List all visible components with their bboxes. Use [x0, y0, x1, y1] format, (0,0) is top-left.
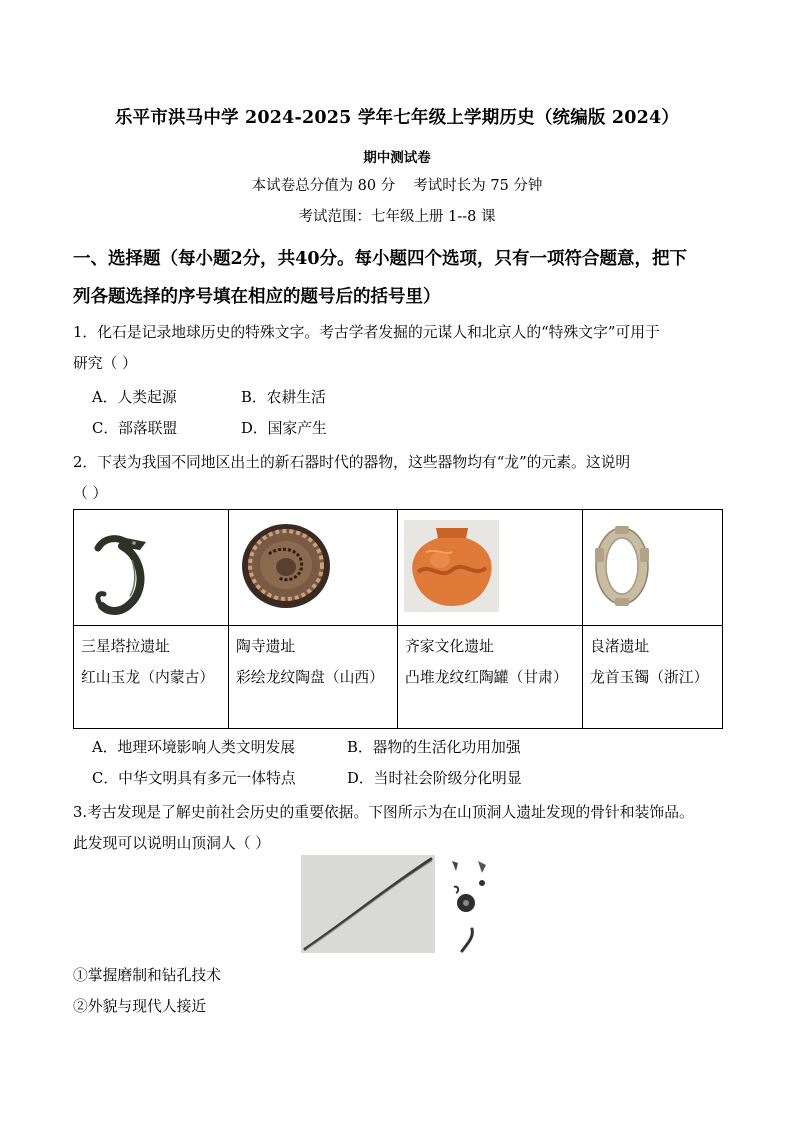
question-1-line1: 1．化石是记录地球历史的特殊文字。考古学者发掘的元谋人和北京人的“特殊文字”可用于 [73, 324, 660, 341]
ornaments-icon [448, 857, 490, 955]
red-pottery-jar-icon [406, 522, 498, 610]
relic-site: 陶寺遗址 [236, 638, 296, 655]
question-2-line1: 2．下表为我国不同地区出土的新石器时代的器物，这些器物均有“龙”的元素。这说明 [73, 454, 631, 471]
relic-site: 良渚遗址 [590, 638, 650, 655]
relic-item: 凸堆龙纹红陶罐（甘肃） [405, 669, 568, 686]
q3-statement-2: ②外貌与现代人接近 [73, 998, 207, 1015]
relic-item: 龙首玉镯（浙江） [590, 669, 709, 686]
question-1 [73, 317, 728, 379]
section-heading [73, 240, 733, 316]
relic-image-cell [229, 510, 398, 626]
question-2 [73, 447, 728, 509]
time-info: 考试时长为 75 分钟 [413, 178, 543, 194]
exam-scope: 考试范围：七年级上册 1--8 课 [298, 209, 496, 225]
question-3 [73, 797, 738, 859]
relic-site: 齐家文化遗址 [405, 638, 494, 655]
q2-option-c: C．中华文明具有多元一体特点 [92, 770, 296, 787]
relic-item: 彩绘龙纹陶盘（山西） [236, 669, 384, 686]
question-3-line2: 此发现可以说明山顶洞人（ ） [73, 835, 271, 852]
question-2-line2: （ ） [73, 485, 108, 502]
jade-bracelet-icon [593, 522, 651, 608]
jade-dragon-icon [86, 528, 148, 616]
section-heading-line1: 一、选择题（每小题2分，共40分。每小题四个选项，只有一项符合题意，把下 [73, 249, 688, 269]
painted-plate-icon [239, 518, 333, 612]
score-info: 本试卷总分值为 80 分 [251, 178, 396, 194]
exam-subtitle: 期中测试卷 [363, 150, 431, 166]
relic-text-cell [398, 626, 583, 729]
q1-option-b: B．农耕生活 [241, 389, 326, 406]
relic-site: 三星塔拉遗址 [81, 638, 170, 655]
relic-image-cell [583, 510, 723, 626]
table-row [74, 626, 723, 729]
relic-text-cell [229, 626, 398, 729]
q2-option-b: B．器物的生活化功用加强 [347, 739, 521, 756]
relic-text-cell [74, 626, 229, 729]
q1-option-d: D．国家产生 [241, 420, 327, 437]
section-heading-line2: 列各题选择的序号填在相应的题号后的括号里） [73, 287, 441, 307]
relic-item: 红山玉龙（内蒙古） [81, 669, 215, 686]
relic-image-cell [74, 510, 229, 626]
q3-statement-1: ①掌握磨制和钻孔技术 [73, 967, 221, 984]
q1-option-c: C．部落联盟 [92, 420, 178, 437]
question-1-line2: 研究（ ） [73, 355, 137, 372]
q2-option-a: A．地理环境影响人类文明发展 [92, 739, 296, 756]
table-row [74, 510, 723, 626]
exam-title: 乐平市洪马中学 2024-2025 学年七年级上学期历史（统编版 2024） [114, 108, 680, 128]
relic-text-cell [583, 626, 723, 729]
relics-table [73, 509, 723, 729]
q2-option-d: D．当时社会阶级分化明显 [347, 770, 522, 787]
exam-score-time [0, 174, 794, 195]
q1-option-a: A．人类起源 [92, 389, 177, 406]
bone-needle-icon [301, 855, 435, 953]
question-3-line1: 3.考古发现是了解史前社会历史的重要依据。下图所示为在山顶洞人遗址发现的骨针和装饰品。 [73, 804, 694, 821]
relic-image-cell [398, 510, 583, 626]
